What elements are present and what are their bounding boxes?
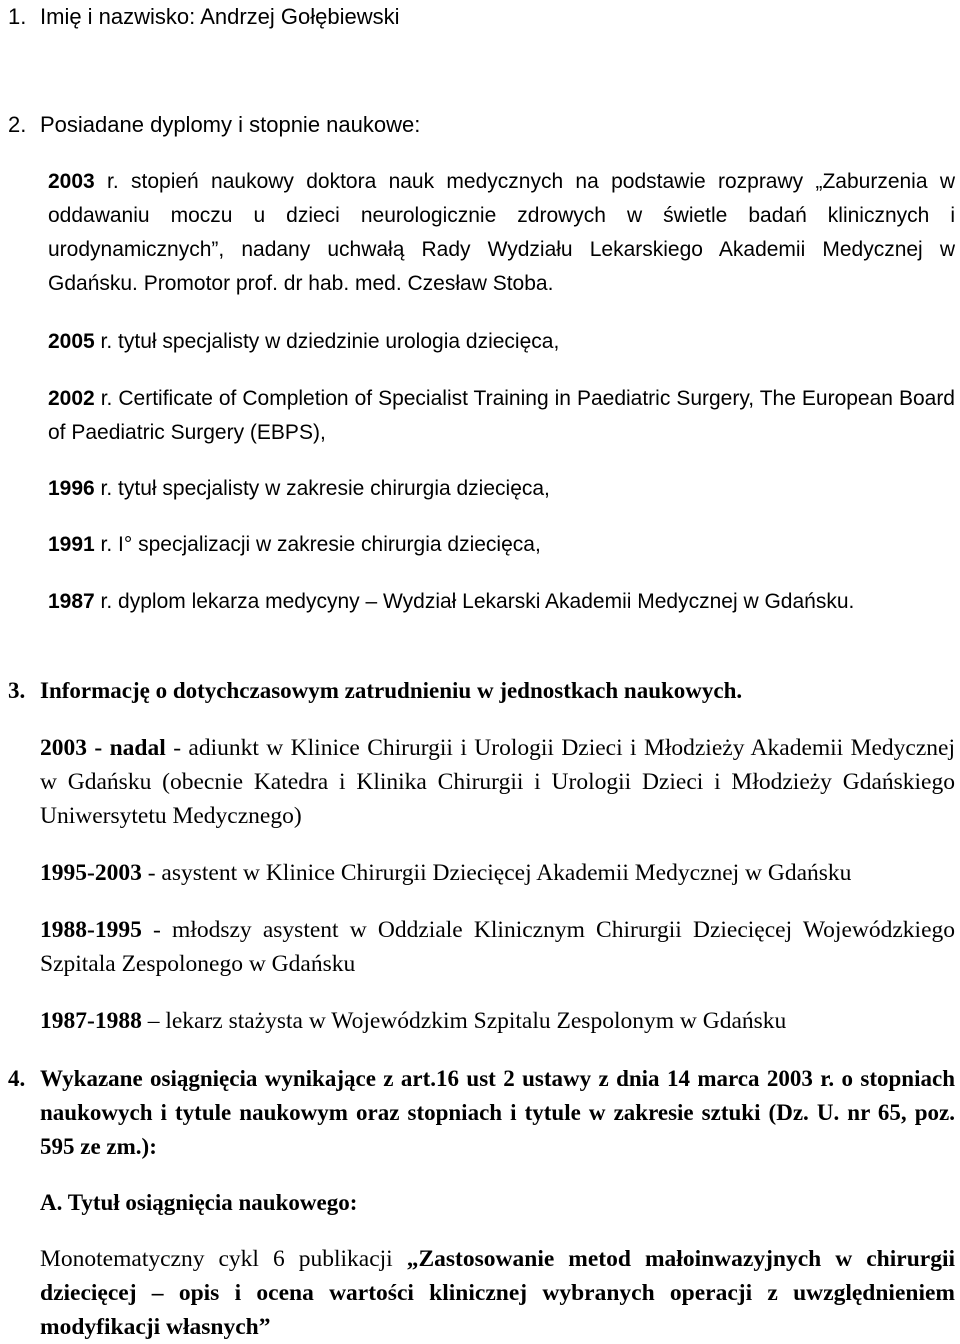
entry-year: 2003 [48, 170, 95, 193]
section-2-heading [8, 108, 960, 142]
entry-text: r. I° specjalizacji w zakresie chirurgia dziecięca, [94, 533, 541, 556]
entry-year: 2005 [48, 330, 95, 353]
section-number: 2. [8, 112, 27, 137]
entry-text: – lekarz stażysta w Wojewódzkim Szpitalu Zespolonym w Gdańsku [141, 1008, 787, 1034]
entry-text: - adiunkt w Klinice Chirurgii i Urologii Dzieci i Młodzieży Akademii Medycznej w Gdańsku (obecnie Katedra i Klinika Chirurgii i Urologii Dzieci i Młodzieży Gdańskiego Uniwersytetu Medycznego) [40, 735, 956, 829]
section-3-heading [8, 674, 960, 708]
section-number: 3. [8, 678, 26, 703]
entry-period: 2003 - nadal [40, 735, 166, 761]
section-title: Informację o dotychczasowym zatrudnieniu w jednostkach naukowych. [40, 678, 743, 703]
entry-text: r. dyplom lekarza medycyny – Wydział Lekarski Akademii Medycznej w Gdańsku. [94, 590, 855, 613]
diploma-entry-2003 [48, 165, 955, 301]
name-label: Imię i nazwisko: [40, 4, 196, 29]
employment-entry-1995 [40, 856, 955, 890]
entry-period: 1988-1995 [40, 917, 142, 943]
employment-entry-1988 [40, 913, 955, 981]
entry-text: - asystent w Klinice Chirurgii Dziecięcej Akademii Medycznej w Gdańsku [141, 860, 852, 886]
entry-text: r. tytuł specjalisty w dziedzinie urologia dziecięca, [94, 330, 560, 353]
entry-text: r. stopień naukowy doktora nauk medycznych na podstawie rozprawy „Zaburzenia w oddawaniu moczu u dzieci neurologicznie zdrowych w świetle badań klinicznych i urodynamicznych”, nadany uchwałą Rady Wydziału Lekarskiego Akademii Medycznej w Gdańsku. Promotor prof. dr hab. med. Czesław Stoba. [48, 170, 955, 295]
entry-year: 1991 [48, 533, 95, 556]
section-number: 1. [8, 4, 27, 29]
section-number: 4. [8, 1066, 26, 1091]
diploma-entry-2005 [48, 325, 955, 359]
diploma-entry-1987 [48, 585, 955, 619]
entry-period: 1987-1988 [40, 1008, 142, 1034]
diploma-entry-1996 [48, 472, 955, 506]
section-4-title: Wykazane osiągnięcia wynikające z art.16 ust 2 ustawy z dnia 14 marca 2003 r. o stopniach naukowych i tytule naukowym oraz stopniach i tytule w zakresie sztuki (Dz. U. nr 65, poz. 595 ze zm.): [40, 1066, 955, 1159]
achievement-description [40, 1242, 955, 1344]
achievement-intro: Monotematyczny cykl 6 publikacji [40, 1246, 407, 1272]
name-value: Andrzej Gołębiewski [200, 4, 400, 29]
entry-year: 1996 [48, 477, 95, 500]
section-title: Posiadane dyplomy i stopnie naukowe: [40, 112, 421, 137]
subsection-a-title: A. Tytuł osiągnięcia naukowego: [40, 1190, 358, 1215]
section-1-heading [8, 0, 960, 34]
entry-text: - młodszy asystent w Oddziale Klinicznym Chirurgii Dziecięcej Wojewódzkiego Szpitala Zespolonego w Gdańsku [40, 917, 955, 977]
employment-entry-2003 [40, 731, 955, 833]
achievement-title: „Zastosowanie metod małoinwazyjnych w chirurgii dziecięcej – opis i ocena wartości klinicznej wybranych operacji z uwzględnieniem modyfikacji własnych” [40, 1246, 956, 1340]
entry-text: r. tytuł specjalisty w zakresie chirurgia dziecięca, [94, 477, 550, 500]
entry-period: 1995-2003 [40, 860, 142, 886]
entry-year: 2002 [48, 387, 95, 410]
employment-entry-1987 [40, 1004, 955, 1038]
diploma-entry-2002 [48, 382, 955, 450]
entry-year: 1987 [48, 590, 95, 613]
entry-text: r. Certificate of Completion of Specialist Training in Paediatric Surgery, The European Board of Paediatric Surgery (EBPS), [48, 387, 955, 444]
diploma-entry-1991 [48, 528, 955, 562]
